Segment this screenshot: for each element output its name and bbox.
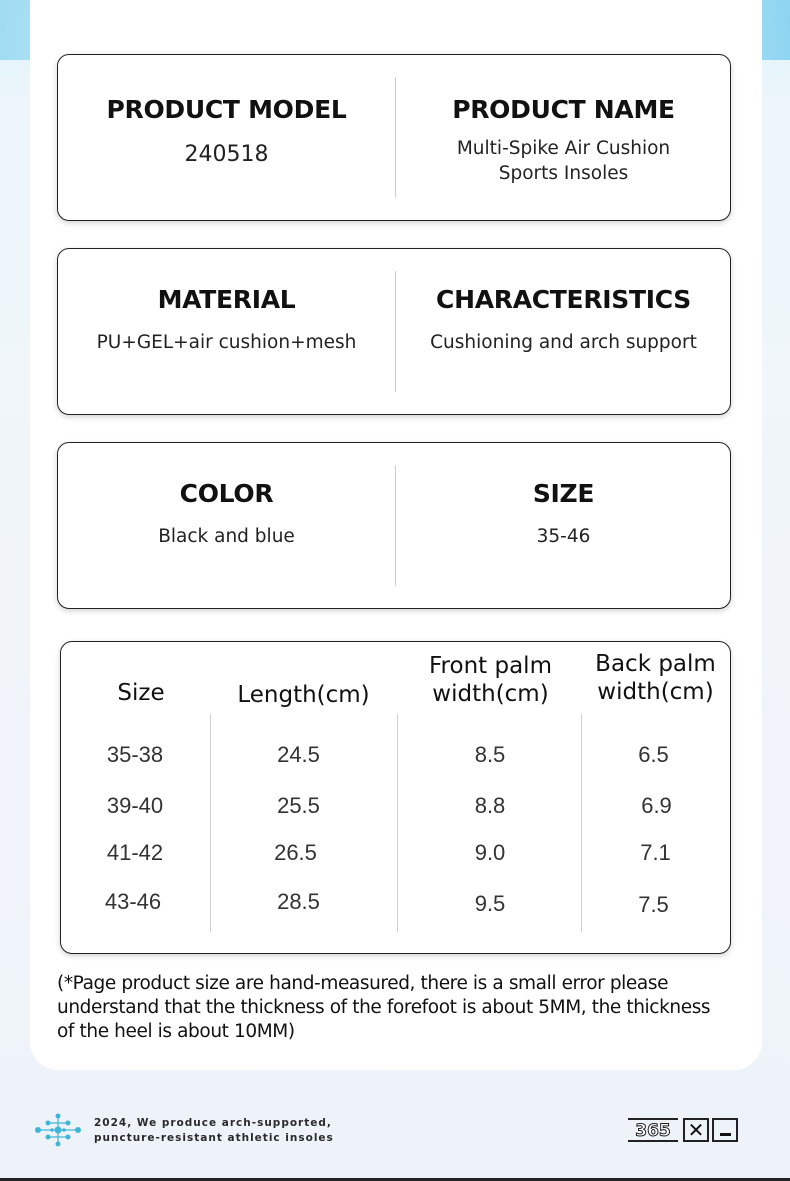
- spec-value: Cushioning and arch support: [430, 332, 697, 353]
- header-line: Back palm: [595, 651, 716, 677]
- table-cell: 26.5: [274, 840, 317, 865]
- table-cell: 9.0: [474, 840, 506, 865]
- table-header-front-palm: [403, 652, 578, 708]
- spec-label: SIZE: [532, 479, 595, 508]
- table-cell: 39-40: [106, 793, 164, 818]
- table-cell: 41-42: [106, 840, 164, 865]
- table-cell: 6.5: [638, 742, 669, 767]
- note-line: (*Page product size are hand-measured, there is a small error please: [57, 973, 669, 994]
- note-line: of the heel is about 10MM): [57, 1021, 295, 1042]
- footer-line: 2024, We produce arch-supported,: [94, 1117, 332, 1129]
- table-cell: 8.8: [474, 793, 506, 818]
- table-cell: 8.5: [474, 742, 506, 767]
- table-cell: 6.9: [641, 793, 672, 818]
- table-cell: 9.5: [474, 891, 506, 916]
- spec-material: [58, 249, 395, 355]
- spec-label: MATERIAL: [157, 285, 296, 314]
- spec-size: [395, 443, 732, 549]
- spec-label: COLOR: [179, 479, 274, 508]
- header-line: width(cm): [597, 679, 714, 705]
- spec-product-name: [395, 55, 732, 186]
- spec-value-line: Sports Insoles: [498, 163, 629, 184]
- footer-slogan: [94, 1116, 414, 1146]
- header-line: Front palm: [429, 653, 552, 679]
- size-table: [60, 641, 731, 954]
- table-cell: 28.5: [277, 889, 320, 914]
- spec-card-material-characteristics: [57, 248, 731, 415]
- spec-card-color-size: [57, 442, 731, 609]
- badge-365: 365: [628, 1118, 678, 1142]
- table-column-divider: [581, 714, 582, 932]
- table-cell: 7.5: [638, 892, 669, 917]
- spec-value: Black and blue: [158, 526, 295, 547]
- table-cell: 43-46: [104, 889, 162, 914]
- table-column-divider: [397, 714, 398, 932]
- molecule-dots-icon: [32, 1112, 84, 1148]
- header-line: width(cm): [432, 681, 549, 707]
- spec-label: PRODUCT NAME: [452, 95, 675, 124]
- table-cell: 25.5: [277, 793, 320, 818]
- spec-characteristics: [395, 249, 732, 355]
- table-cell: 7.1: [640, 840, 671, 865]
- footer-line: puncture-resistant athletic insoles: [94, 1132, 334, 1144]
- table-header-length: Length(cm): [237, 682, 370, 708]
- spec-value: PU+GEL+air cushion+mesh: [96, 332, 357, 353]
- table-header-size: Size: [117, 680, 165, 706]
- spec-color: [58, 443, 395, 549]
- spec-value: 240518: [184, 142, 269, 167]
- table-header-back-palm: [568, 650, 743, 706]
- table-cell: 24.5: [277, 742, 320, 767]
- note-line: understand that the thickness of the forefoot is about 5MM, the thickness: [57, 997, 711, 1018]
- spec-product-model: [58, 55, 395, 167]
- spec-value-line: Multi-Spike Air Cushion: [456, 138, 671, 159]
- table-column-divider: [210, 714, 211, 932]
- close-icon: ✕: [683, 1118, 709, 1142]
- minus-icon: [712, 1118, 738, 1142]
- spec-value: 35-46: [536, 526, 591, 547]
- table-cell: 35-38: [106, 742, 164, 767]
- spec-label: CHARACTERISTICS: [436, 285, 691, 314]
- spec-label: PRODUCT MODEL: [106, 95, 347, 124]
- spec-card-model-name: [57, 54, 731, 221]
- measurement-note: [57, 972, 747, 1044]
